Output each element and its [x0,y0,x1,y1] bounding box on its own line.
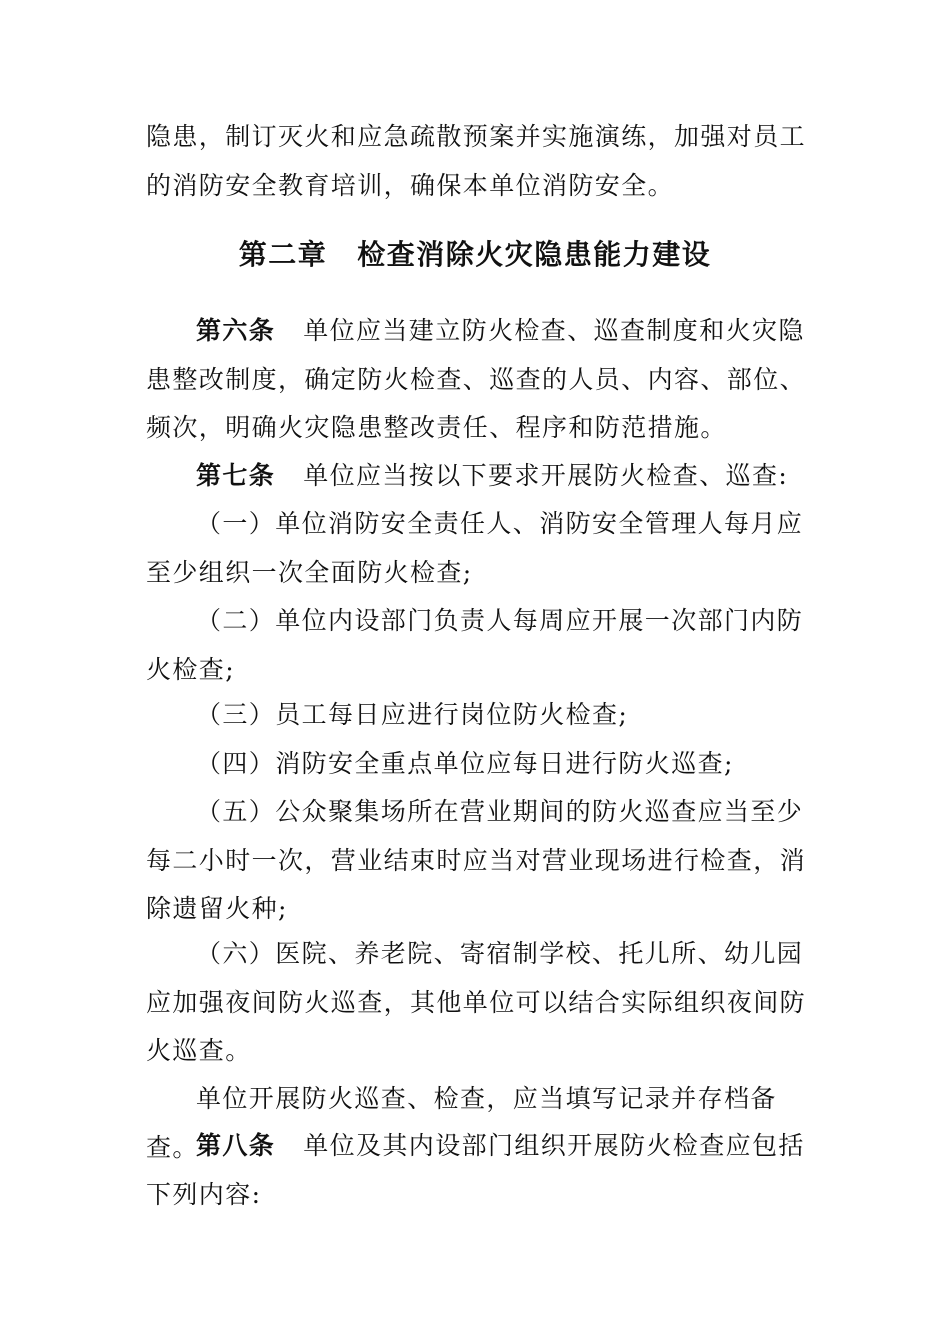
list-item-6: （六）医院、养老院、寄宿制学校、托儿所、幼儿园应加强夜间防火巡查，其他单位可以结合实际组织夜间防火巡查。 [146,939,807,1065]
record-paragraph: 单位开展防火巡查、检查，应当填写记录并存档备查。 [146,1084,777,1162]
paragraph-continuation: 隐患，制订灭火和应急疏散预案并实施演练，加强对员工的消防安全教育培训，确保本单位消防安全。 [146,122,807,200]
list-item-2: （二）单位内设部门负责人每周应开展一次部门内防火检查; [146,606,804,684]
article-8-text: 单位及其内设部门组织开展防火检查应包括下列内容: [146,1131,805,1209]
chapter-heading [0,233,950,277]
chapter-number: 第二章 [238,238,328,271]
article-8-label: 第八条 [196,1131,276,1160]
list-item-5: （五）公众聚集场所在营业期间的防火巡查应当至少每二小时一次，营业结束时应当对营业现场进行检查，消除遗留火种; [146,797,807,923]
article-7 [146,452,806,501]
article-6-label: 第六条 [196,316,276,345]
list-item-3: （三）员工每日应进行岗位防火检查; [196,700,629,729]
article-8 [146,1122,806,1219]
list-item-4: （四）消防安全重点单位应每日进行防火巡查; [196,749,734,778]
chapter-title: 检查消除火灾隐患能力建设 [357,238,712,271]
article-6-text: 单位应当建立防火检查、巡查制度和火灾隐患整改制度，确定防火检查、巡查的人员、内容、部位、频次，明确火灾隐患整改责任、程序和防范措施。 [146,316,807,442]
article-7-label: 第七条 [196,461,276,490]
article-7-text: 单位应当按以下要求开展防火检查、巡查: [303,461,789,490]
list-item-1: （一）单位消防安全责任人、消防安全管理人每月应至少组织一次全面防火检查; [146,509,804,587]
article-6 [146,307,806,453]
